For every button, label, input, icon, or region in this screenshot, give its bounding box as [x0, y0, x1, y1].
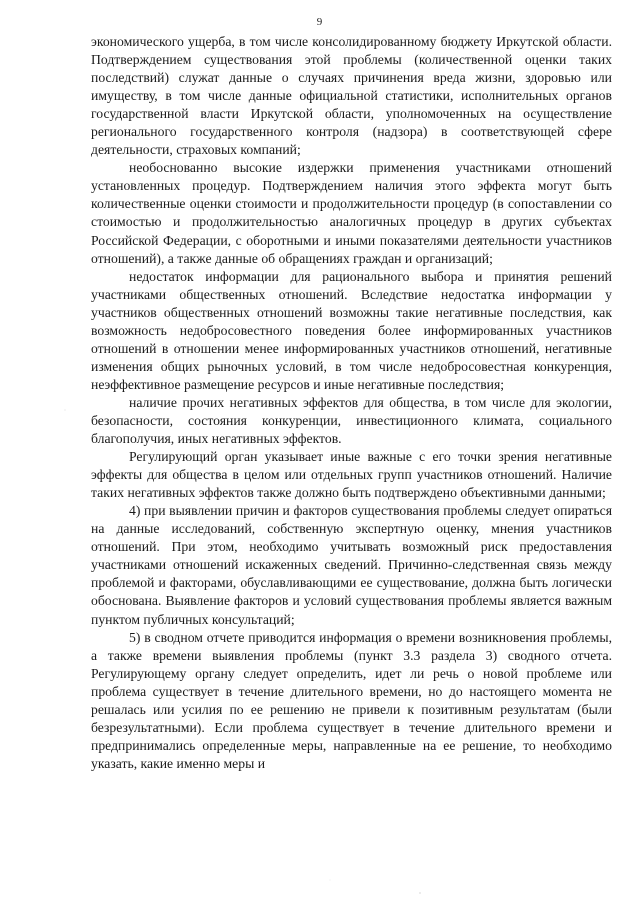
- paragraph-economic-damage: экономического ущерба, в том числе консолидированному бюджету Иркутской области. Подтверждением существования этой проблемы (количественной оценки таких последствий) служат данные о случаях причинения вреда жизни, здоровью или имуществу, в том числе данные официальной статистики, исполнительных органов государственной власти Иркутской области, уполномоченных на осуществление регионального государственного контроля (надзора) в соответствующей сфере деятельности, страховых компаний;: [91, 34, 612, 158]
- paragraph-information-shortage: недостаток информации для рационального выбора и принятия решений участниками общественных отношений. Вследствие недостатка информации у участников общественных отношений возможны такие негативные последствия, как возможность недобросовестного поведения более информированных участников отношений в отношении менее информированных участников отношений, негативные изменения общих рыночных условий, в том числе недобросовестная конкуренция, неэффективное размещение ресурсов и иные негативные последствия;: [91, 268, 612, 392]
- paragraph-item-5: 5) в сводном отчете приводится информация о времени возникновения проблемы, а также времени выявления проблемы (пункт 3.3 раздела 3) сводного отчета. Регулирующему органу следует определить, идет ли речь о новой проблеме или проблема существует в течение длительного времени, но до настоящего момента не решалась или усилия по ее решению не привели к позитивным результатам (были безрезультатными). Если проблема существует в течение длительного времени и предпринимались определенные меры, направленные на ее решение, то необходимо указать, какие именно меры и: [91, 629, 612, 771]
- paragraph-procedure-costs: необоснованно высокие издержки применения участниками отношений установленных процедур. Подтверждением наличия этого эффекта могут быть количественные оценки стоимости и продолжительности процедур (в сопоставлении со стоимостью и продолжительностью аналогичных процедур в других субъектах Российской Федерации, с оборотными и иными показателями деятельности участников отношений), а также данные об обращениях граждан и организаций;: [91, 160, 612, 266]
- paragraph-other-negative-effects: наличие прочих негативных эффектов для общества, в том числе для экологии, безопасности, состояния конкуренции, инвестиционного климата, социального благополучия, иных негативных эффектов.: [91, 394, 612, 447]
- document-body: [91, 33, 612, 773]
- paragraph-regulator-effects: Регулирующий орган указывает иные важные с его точки зрения негативные эффекты для общества в целом или отдельных групп участников отношений. Наличие таких негативных эффектов также должно быть подтверждено объективными данными;: [91, 449, 612, 501]
- paragraph-item-4: 4) при выявлении причин и факторов существования проблемы следует опираться на данные исследований, собственную экспертную оценку, мнения участников отношений. При этом, необходимо учитывать возможный риск предоставления участниками отношений искаженных сведений. Причинно-следственная связь между проблемой и факторами, обуславливающими ее существование, должна быть логически обоснована. Выявление факторов и условий существования проблемы является важным пунктом публичных консультаций;: [91, 503, 612, 627]
- page-number: 9: [316, 16, 323, 28]
